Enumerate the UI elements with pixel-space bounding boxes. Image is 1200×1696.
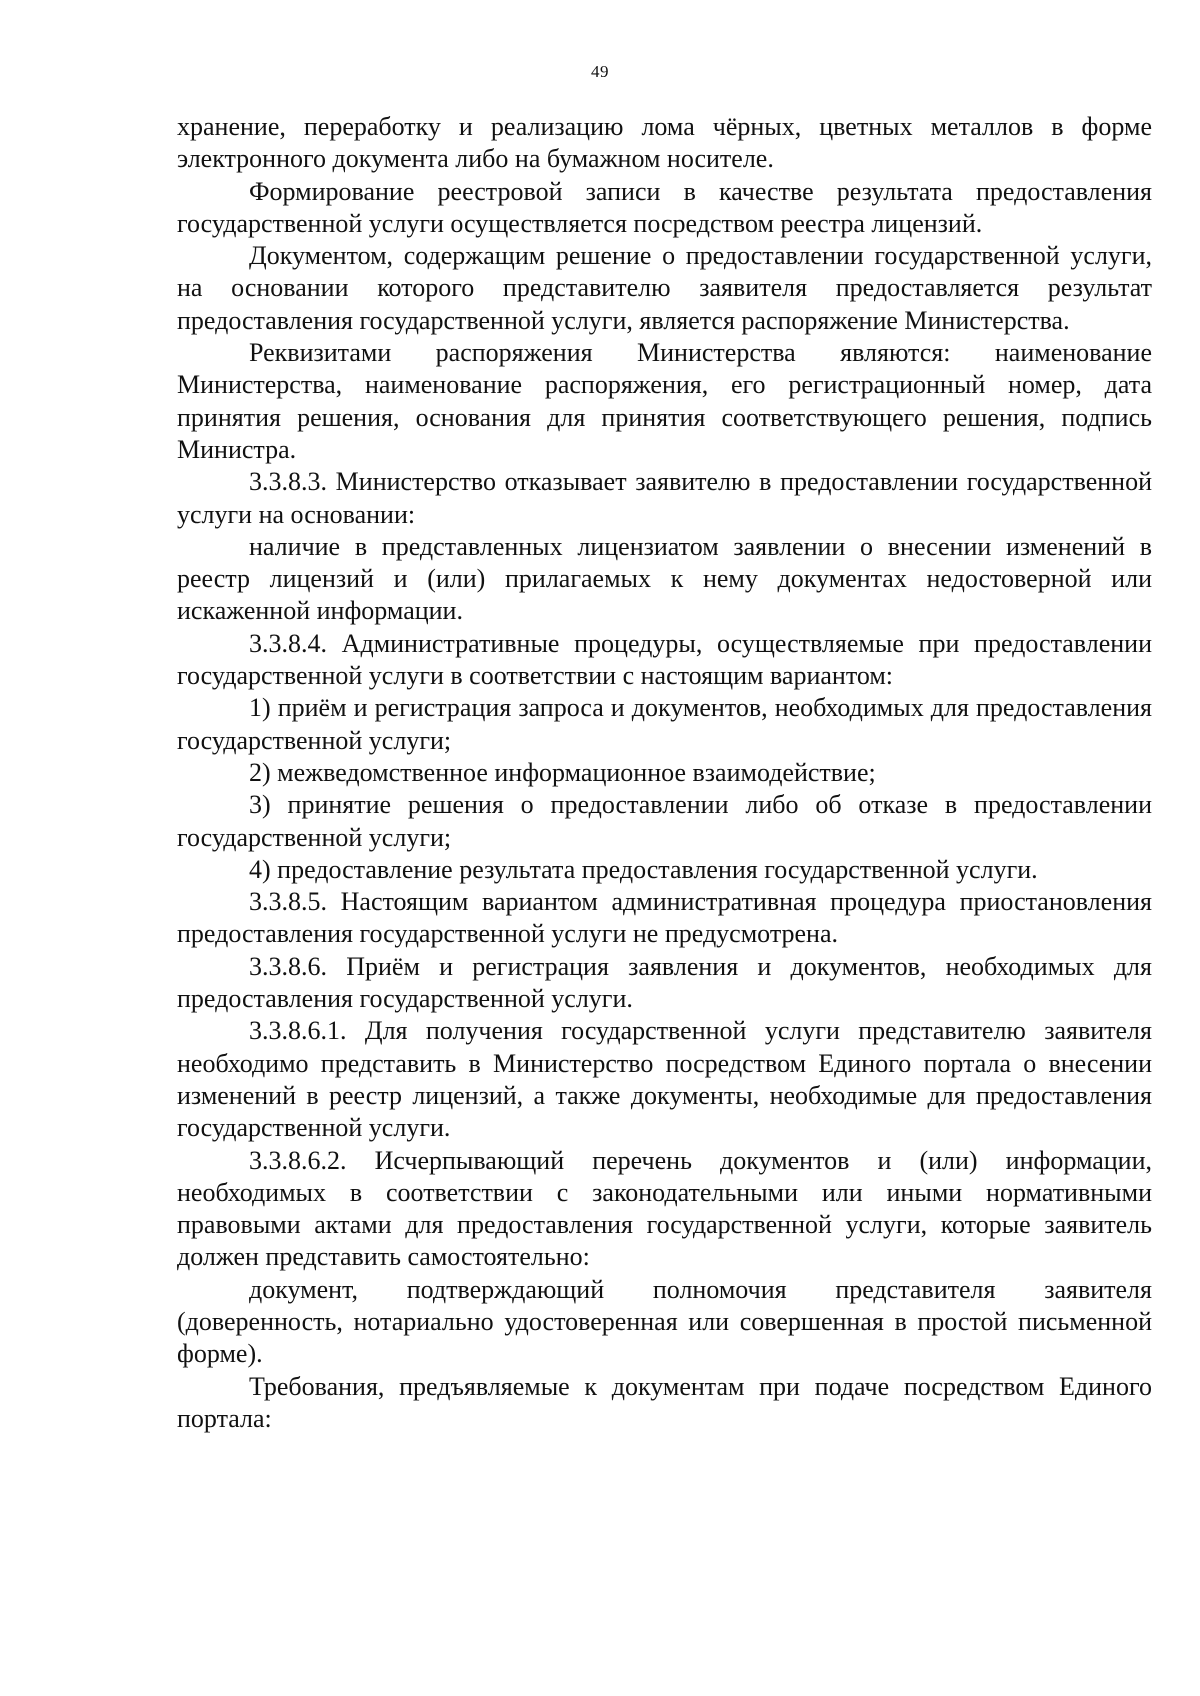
paragraph-power-of-attorney: документ, подтверждающий полномочия представителя заявителя (доверенность, нотариально удостоверенная или совершенная в простой письменной форме). [177, 1274, 1152, 1369]
paragraph-3-3-8-6-2: 3.3.8.6.2. Исчерпывающий перечень документов и (или) информации, необходимых в соответствии с законодательными или иными нормативными правовыми актами для предоставления государственной услуги, которые заявитель должен представить самостоятельно: [177, 1145, 1152, 1272]
paragraph-3-3-8-5: 3.3.8.5. Настоящим вариантом административная процедура приостановления предоставления государственной услуги не предусмотрена. [177, 887, 1152, 949]
list-item-4: 4) предоставление результата предоставления государственной услуги. [249, 854, 1038, 884]
list-item-3: 3) принятие решения о предоставлении либо об отказе в предоставлении государственной услуги; [177, 790, 1152, 852]
paragraph-portal-requirements: Требования, предъявляемые к документам при подаче посредством Единого портала: [177, 1371, 1152, 1433]
list-item-1: 1) приём и регистрация запроса и документов, необходимых для предоставления государственной услуги; [177, 693, 1152, 755]
paragraph-3-3-8-6-1: 3.3.8.6.1. Для получения государственной услуги представителю заявителя необходимо представить в Министерство посредством Единого портала о внесении изменений в реестр лицензий, а также документы, необходимые для предоставления государственной услуги. [177, 1016, 1152, 1143]
paragraph-decision-document: Документом, содержащим решение о предоставлении государственной услуги, на основании которого представителю заявителя предоставляется результат предоставления государственной услуги, является распоряжение Министерства. [177, 241, 1152, 335]
paragraph-registry-record: Формирование реестровой записи в качестве результата предоставления государственной услуги осуществляется посредством реестра лицензий. [177, 176, 1152, 238]
paragraph-3-3-8-6: 3.3.8.6. Приём и регистрация заявления и документов, необходимых для предоставления государственной услуги. [177, 951, 1152, 1014]
document-body [177, 111, 1152, 1435]
paragraph-order-details: Реквизитами распоряжения Министерства являются: наименование Министерства, наименование распоряжения, его регистрационный номер, дата принятия решения, основания для принятия соответствующего решения, подпись Министра. [177, 338, 1152, 464]
paragraph-continuation: хранение, переработку и реализацию лома чёрных, цветных металлов в форме электронного документа либо на бумажном носителе. [177, 112, 1152, 174]
paragraph-3-3-8-4: 3.3.8.4. Административные процедуры, осуществляемые при предоставлении государственной услуги в соответствии с настоящим вариантом: [177, 628, 1152, 691]
list-item-2: 2) межведомственное информационное взаимодействие; [249, 757, 876, 787]
paragraph-refusal-ground: наличие в представленных лицензиатом заявлении о внесении изменений в реестр лицензий и (или) прилагаемых к нему документах недостоверной или искаженной информации. [177, 531, 1152, 626]
paragraph-3-3-8-3: 3.3.8.3. Министерство отказывает заявителю в предоставлении государственной услуги на основании: [177, 467, 1152, 529]
page-number: 49 [591, 62, 609, 81]
